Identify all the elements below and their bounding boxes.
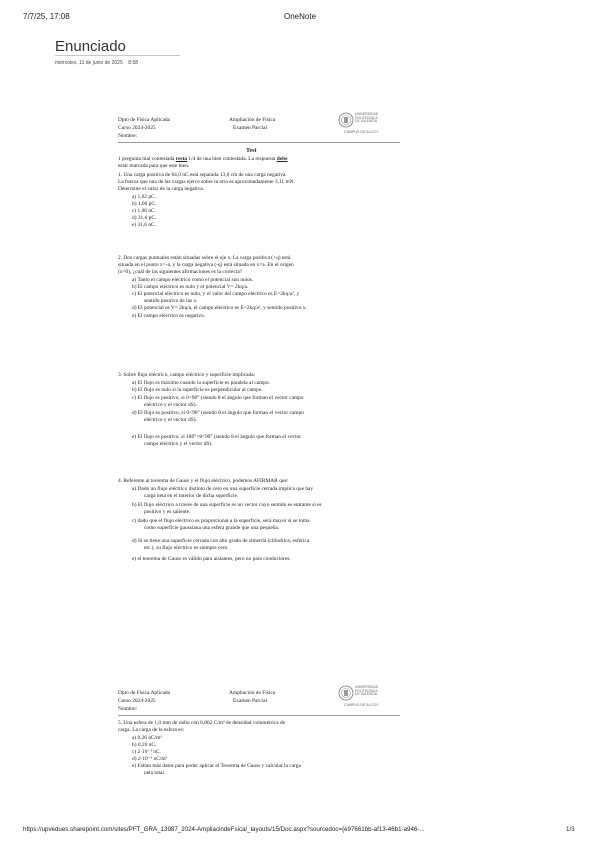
q5-option[interactable]: c) 2·10⁻³ nC. [132,749,161,755]
campus-label: CAMPUS DE ALCOY [344,703,379,707]
q4-option[interactable]: e) el teorema de Gauss es válido para aislantes, pero no para conductores. [132,556,291,562]
header-divider [118,142,400,143]
q2-option-continuation: sentido positivo de las x. [144,298,198,304]
dept-label: Dpto de Física Aplicada [118,690,170,696]
q4-option-continuation: etc.), su flujo eléctrico es siempre cero. [144,545,229,551]
intro-text-c: 1/4 de una bien contestada. La respuesta [187,156,277,162]
print-datetime: 7/7/25, 17:08 [23,12,70,21]
q2-stem-line2: situada en el punto x=-a, y la carga negativa (-q) está situada en x=a. En el origen [118,262,294,268]
subject-label: Ampliación de Física [229,117,276,123]
q3-option[interactable]: a) El flujo es máximo cuando la superficie es paralela al campo. [132,380,271,386]
q5-option[interactable]: d) 2·10⁻³ nC/m³ [132,756,168,762]
q1-option[interactable]: c) 1,06 nC. [132,208,156,214]
q1-option[interactable]: d) 31,6 pC. [132,215,157,221]
q2-option[interactable]: b) El campo eléctrico es nulo y el potencial V= 2kq/a. [132,284,249,290]
q4-option-continuation: como superficie gaussiana una esfera grande que una pequeña. [144,525,280,531]
q4-option[interactable]: c) dado que el flujo eléctrico es proporcional a la superficie, será mayor si se toma [132,518,310,524]
campus-label: CAMPUS DE ALCOY [344,130,379,134]
q3-option-continuation: eléctrico y el vector dS). [144,402,197,408]
logo-text-1: UNIVERSIDAD [355,685,379,689]
title-underline [55,55,180,56]
test-intro-line1 [118,156,288,162]
test-intro-line2: estar marcada para que este bien. [118,163,190,169]
course-label: Curso 2024-2025 [118,698,156,704]
q5-option-continuation: neta total. [144,770,166,776]
q3-option[interactable]: c) El flujo es positivo, si 0<90° (siendo θ el ángulo que forman el vector campo [132,395,304,401]
logo-text-3: DE VALENCIA [355,119,378,124]
q4-option[interactable]: d) Si se tiene una superficie cerrada con alto grado de simetría (cilíndrica, esférica [132,538,310,544]
q5-option[interactable]: e) Faltan más datos para poder aplicar el Teorema de Gauss y calcular la carga [132,763,301,769]
test-heading: Test [246,148,257,154]
page-date-text: miércoles, 11 de junio de 2025 [55,60,123,66]
q2-stem-line3: (x=0), ¿cuál de las siguientes afirmaciones es la correcta? [118,269,243,275]
header-divider [118,715,400,716]
page-time-text: 8:58 [128,60,139,66]
logo-text-2: POLITECNICA [355,115,378,120]
q4-option[interactable]: b) El flujo eléctrico a través de una superficie es un vector cuyo sentido es entrante si es [132,502,322,508]
page-title: Enunciado [55,38,126,55]
q2-option[interactable]: d) El potencial es V= 2kq/a, el campo eléctrico es E=2kq/a², y sentido positivo x. [132,305,307,311]
exam-type-label: Examen Parcial [233,125,267,131]
q4-stem-line1: 4. Referente al teorema de Gauss y el flujo eléctrico, podemos AFIRMAR que: [118,478,289,484]
subject-label: Ampliación de Física [229,690,276,696]
q5-stem-line1: 5. Una esfera de 1,0 mm de radio con 0,802 C/m³ de densidad volumétrica de [118,720,286,726]
q3-option-continuation: campo eléctrico y el vector dS). [144,441,213,447]
q2-option[interactable]: a) Tanto el campo eléctrico como el potencial son nulos. [132,277,254,283]
q2-option[interactable]: c) El potencial eléctrico es nulo, y el valor del campo eléctrico es E=2kq/a², y [132,291,300,297]
q3-option[interactable]: e) El flujo es positivo, si 180°<θ<90° (siendo θ el ángulo que forman el vector [132,434,302,440]
q1-option[interactable]: b) 1,06 pC. [132,201,157,207]
q1-stem-line1: 1. Una carga positiva de 64,0 nC está separada 13,0 cm de una carga negativa. [118,172,287,178]
page-count: 1/3 [566,826,575,833]
intro-text-a: 1 pregunta mal contestada [118,156,176,162]
print-url: https://upvedues.sharepoint.com/sites/PFT_GRA_13987_2024-AmpliacindeFsica/_layouts/15/Doc.aspx?sourcedoc={e97661bb-af13-46b1-a946-... [23,826,425,833]
logo-text-3: DE VALENCIA [355,692,378,697]
q3-option[interactable]: d) El flujo es positivo, si 0<90° (siendo θ el ángulo que forman el vector campo [132,410,304,416]
page-date [55,60,138,66]
intro-emphasis-debe: debe [276,156,288,162]
intro-emphasis-resta: resta [175,156,188,162]
q4-option-continuation: carga neta en el interior de dicha superficie. [144,493,239,499]
q2-option[interactable]: e) El campo eléctrico es negativo. [132,313,206,319]
dept-label: Dpto de Física Aplicada [118,117,170,123]
q5-option[interactable]: a) 0,26 nC/m³ [132,735,162,741]
print-app-name: OneNote [284,12,317,21]
q1-stem-line2: La fuerza que una de las cargas ejerce sobre la otra es aproximadamente 3,11 mN. [118,179,295,185]
university-logo [338,111,398,139]
exam-type-label: Examen Parcial [233,698,267,704]
q2-stem-line1: 2. Dos cargas puntuales están situadas sobre el eje x. La carga positiva (+q) está [118,255,291,261]
q5-stem-line2: carga. La carga de la esfera es: [118,727,185,733]
q1-stem-line3: Determine el valor de la carga negativa. [118,186,204,192]
q4-option[interactable]: a) Dado un flujo eléctrico distinto de cero en una superficie cerrada implica que hay [132,486,314,492]
q1-option[interactable]: e) 31,6 nC. [132,222,156,228]
q3-option-continuation: eléctrico y el vector dS). [144,417,197,423]
name-label: Nombre: [118,133,138,139]
q3-option[interactable]: b) El flujo es nulo si la superficie es perpendicular al campo. [132,387,263,393]
q4-option-continuation: positivo y es saliente. [144,509,191,515]
q3-stem-line1: 3. Sobre flujo eléctrico, campo eléctrico y superficie implicada: [118,372,256,378]
university-logo [338,684,398,712]
logo-text-1: UNIVERSIDAD [355,112,379,116]
name-label: Nombre: [118,706,138,712]
q5-option[interactable]: b) 0,26 nC. [132,742,157,748]
course-label: Curso 2024-2025 [118,125,156,131]
logo-text-2: POLITECNICA [355,688,378,693]
q1-option[interactable]: a) 1,02 pC. [132,194,156,200]
